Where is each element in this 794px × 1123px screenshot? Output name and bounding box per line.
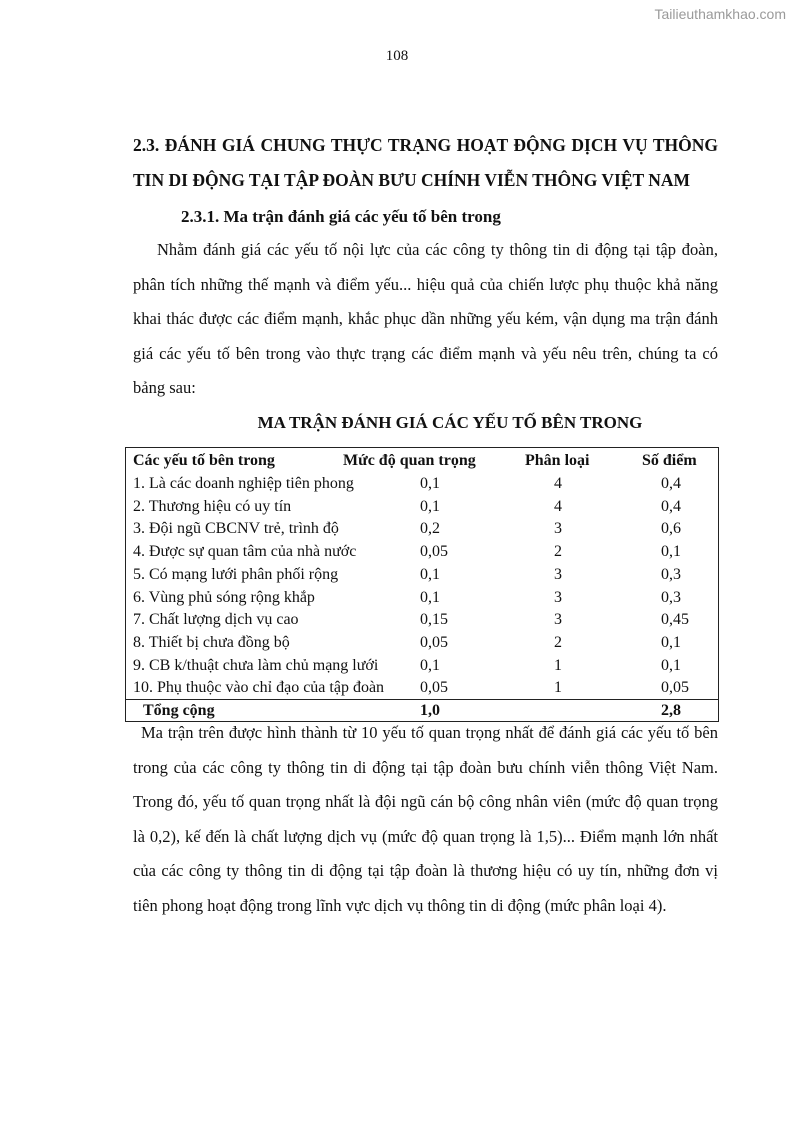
weight-cell: 0,2	[420, 520, 440, 538]
factor-cell: 2. Thương hiệu có uy tín	[133, 497, 292, 515]
rating-cell: 4	[554, 475, 562, 492]
score-cell: 0,4	[661, 497, 681, 515]
rating-cell: 2	[554, 543, 562, 561]
score-cell: 0,3	[661, 588, 681, 606]
weight-cell: 0,1	[420, 588, 440, 606]
factor-cell: 9. CB k/thuật chưa làm chủ mạng lưới	[133, 656, 379, 674]
score-cell: 0,1	[661, 656, 681, 674]
total-weight: 1,0	[420, 702, 440, 719]
rating-cell: 2	[554, 633, 562, 651]
rating-cell: 1	[554, 679, 562, 697]
rating-cell: 3	[554, 611, 562, 629]
weight-cell: 0,1	[420, 565, 440, 583]
score-cell: 0,05	[661, 679, 689, 697]
score-cell: 0,1	[661, 543, 681, 561]
table-row	[126, 541, 718, 564]
weight-cell: 0,1	[420, 497, 440, 515]
table-row	[126, 473, 718, 496]
rating-cell: 1	[554, 656, 562, 674]
factor-cell: 3. Đội ngũ CBCNV trẻ, trình độ	[133, 520, 339, 538]
subsection-title: 2.3.1. Ma trận đánh giá các yếu tố bên trong	[181, 207, 501, 226]
score-cell: 0,6	[661, 520, 681, 538]
table-row	[126, 587, 718, 610]
watermark: Tailieuthamkhao.com	[654, 6, 786, 22]
analysis-paragraph: Ma trận trên được hình thành từ 10 yếu tố quan trọng nhất để đánh giá các yếu tố bên trong của các công ty thông tin di động tại tập đoàn bưu chính viễn thông Việt Nam. Trong đó, yếu tố quan trọng nhất là đội ngũ cán bộ công nhân viên (mức độ quan trọng là 0,2), kế đến là chất lượng dịch vụ (mức độ quan trọng là 1,5)... Điểm mạnh lớn nhất của các công ty thông tin di động tại tập đoàn là thương hiệu có uy tín, những đơn vị tiên phong hoạt động trong lĩnh vực dịch vụ thông tin di động (mức phân loại 4).	[133, 723, 718, 915]
table-header-row	[126, 450, 718, 473]
factor-cell: 10. Phụ thuộc vào chỉ đạo của tập đoàn	[133, 679, 385, 697]
score-cell: 0,3	[661, 565, 681, 583]
table-row	[126, 677, 718, 700]
section-title-line-2: TIN DI ĐỘNG TẠI TẬP ĐOÀN BƯU CHÍNH VIỄN THÔNG VIỆT NAM	[133, 170, 691, 190]
table-row	[126, 632, 718, 655]
score-cell: 0,45	[661, 611, 689, 629]
factor-cell: 1. Là các doanh nghiệp tiên phong	[133, 475, 354, 492]
weight-cell: 0,05	[420, 679, 448, 697]
factor-cell: 6. Vùng phủ sóng rộng khắp	[133, 588, 315, 606]
rating-cell: 3	[554, 520, 562, 538]
weight-cell: 0,05	[420, 633, 448, 651]
factor-cell: 4. Được sự quan tâm của nhà nước	[133, 543, 357, 561]
table-row	[126, 518, 718, 541]
factor-matrix-table	[125, 447, 719, 722]
header-weight: Mức độ quan trọng	[343, 452, 476, 469]
header-score: Số điểm	[642, 452, 697, 469]
total-score: 2,8	[661, 702, 681, 719]
score-cell: 0,1	[661, 633, 681, 651]
weight-cell: 0,1	[420, 656, 440, 674]
table-title: MA TRẬN ĐÁNH GIÁ CÁC YẾU TỐ BÊN TRONG	[257, 413, 643, 432]
weight-cell: 0,1	[420, 475, 440, 492]
score-cell: 0,4	[661, 475, 681, 492]
rating-cell: 4	[554, 497, 562, 515]
factor-cell: 5. Có mạng lưới phân phối rộng	[133, 565, 339, 583]
rating-cell: 3	[554, 588, 562, 606]
factor-cell: 8. Thiết bị chưa đồng bộ	[133, 633, 290, 651]
page-number: 108	[385, 48, 409, 64]
table-row	[126, 655, 718, 678]
factor-cell: 7. Chất lượng dịch vụ cao	[133, 611, 299, 629]
header-factor: Các yếu tố bên trong	[133, 452, 275, 469]
intro-paragraph: Nhằm đánh giá các yếu tố nội lực của các công ty thông tin di động tại tập đoàn, phân tích những thế mạnh và điểm yếu... hiệu quả của chiến lược phụ thuộc khả năng khai thác được các điểm mạnh, khắc phục dần những yếu kém, vận dụng ma trận đánh giá các yếu tố bên trong vào thực trạng các điểm mạnh và yếu nêu trên, chúng ta có bảng sau:	[133, 240, 718, 398]
table-row	[126, 496, 718, 519]
weight-cell: 0,15	[420, 611, 448, 629]
section-title-line-1: 2.3. ĐÁNH GIÁ CHUNG THỰC TRẠNG HOẠT ĐỘNG DỊCH VỤ THÔNG	[133, 135, 718, 155]
table-row	[126, 609, 718, 632]
weight-cell: 0,05	[420, 543, 448, 561]
rating-cell: 3	[554, 565, 562, 583]
total-label: Tổng cộng	[143, 702, 215, 719]
table-row	[126, 564, 718, 587]
header-rating: Phân loại	[525, 452, 590, 469]
